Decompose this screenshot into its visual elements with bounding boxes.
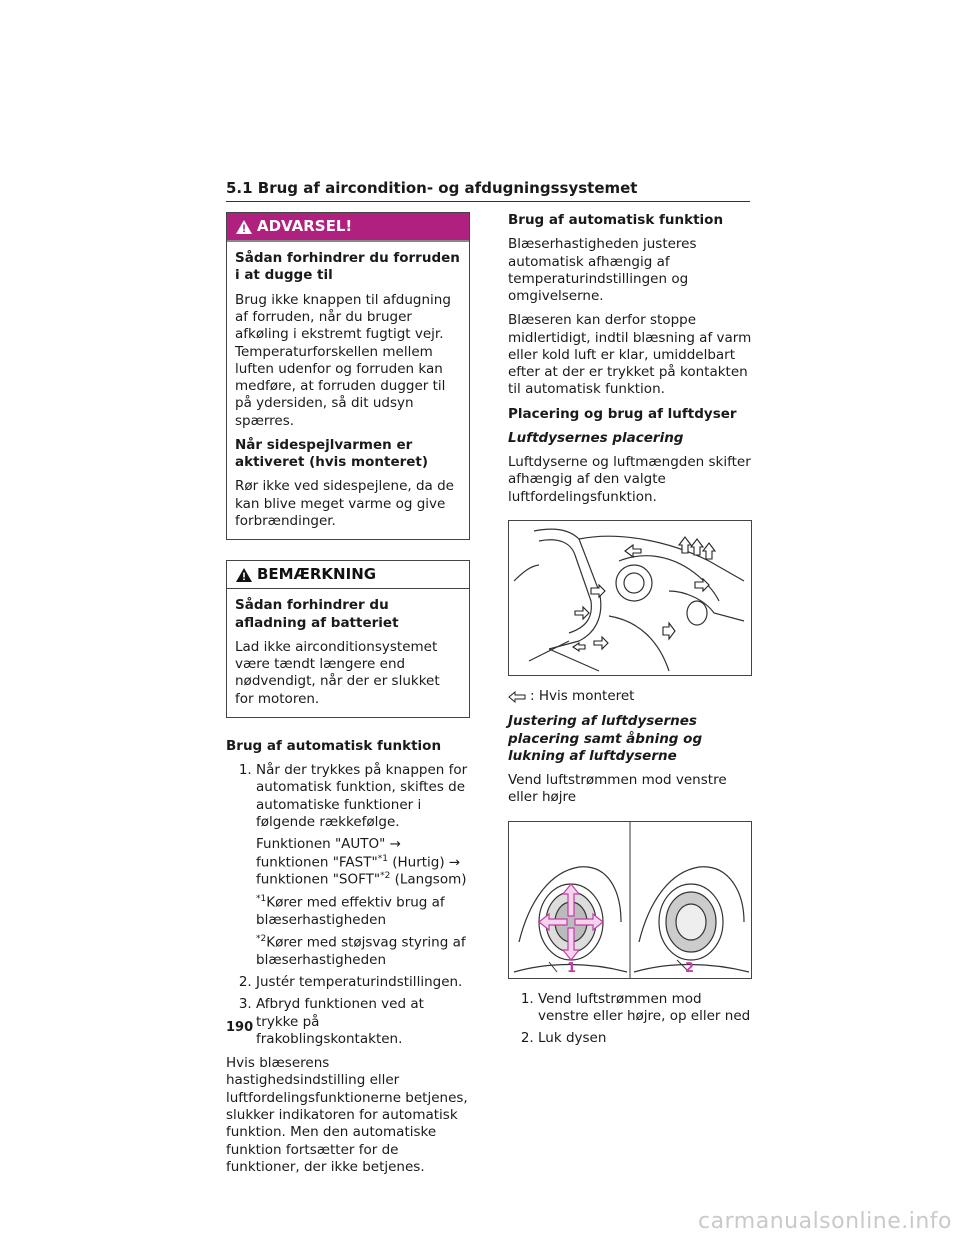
footnote-2: $^{*2}$Kører med støjsvag styring af blæserhastigheden [256,934,466,968]
section-title: 5.1 Brug af aircondition- og afdugningssystemet [226,179,750,202]
warning-text-1: Brug ikke knappen til afdugning af forruden, når du bruger afkøling i ekstremt fugtigt vejr. Temperaturforskellen mellem luften udenfor og forruden kan medføre, at forruden dugger til på ydersiden, så dit udsyn spærres. [235,291,451,429]
warning-header [227,213,469,242]
list-item: 2. Luk dysen [538,1030,752,1047]
list-item: 1. Vend luftstrømmen mod venstre eller højre, op eller ned [538,991,752,1026]
vent-location-illustration [508,520,752,676]
warning-heading-1: Sådan forhindrer du forruden i at dugge til [235,250,460,284]
caution-icon [235,567,253,583]
adjust-subheading: Justering af luftdysernes placering samt åbning og lukning af luftdyserne [508,713,703,764]
warning-title: ADVARSEL! [257,217,353,235]
list-item: 2. Justér temperaturindstillingen. [256,974,470,991]
vents-subheading: Luftdysernes placering [508,429,684,446]
vents-paragraph: Luftdyserne og luftmængden skifter afhængig af den valgte luftfordelingsfunktion. [508,454,751,505]
warning-text-2: Rør ikke ved sidespejlene, da de kan blive meget varme og give forbrændinger. [235,478,454,529]
note-header [227,561,469,589]
list-item: 3. Afbryd funktionen ved at trykke på frakoblingskontakten. [256,996,470,1048]
footnote-1: $^{*1}$Kører med effektiv brug af blæserhastigheden [256,894,445,928]
auto-function-paragraph: Hvis blæserens hastighedsindstilling eller luftfordelingsfunktionerne betjenes, slukker indikatoren for automatisk funktion. Men den automatiske funktion fortsætter for de funktioner, der ikke betjenes. [226,1055,468,1175]
figure-label-1: 1 [567,960,577,976]
adjust-steps-list [508,991,752,1048]
vent-drawing [509,822,751,978]
vent-adjust-illustration [508,821,752,979]
warning-triangle-icon [235,219,253,235]
legend-row [508,688,752,705]
note-box [226,560,470,718]
right-paragraph-1: Blæserhastigheden justeres automatisk afhængig af temperaturindstillingen og omgivelserne. [508,236,697,305]
note-title: BEMÆRKNING [257,565,377,584]
note-heading: Sådan forhindrer du afladning af batteriet [235,597,399,631]
legend-text: : Hvis monteret [530,687,635,704]
warning-heading-2: Når sidespejlvarmen er aktiveret (hvis monteret) [235,436,429,471]
note-text: Lad ikke airconditionsystemet være tændt længere end nødvendigt, når der er slukket for motoren. [235,638,440,707]
right-paragraph-2: Blæseren kan derfor stoppe midlertidigt, indtil blæsning af varm eller kold luft er klar, umiddelbart efter at der er trykket på kontakten til automatisk funktion. [508,312,752,398]
vents-heading: Placering og brug af luftdyser [508,405,737,422]
left-column [226,212,470,1183]
auto-function-heading: Brug af automatisk funktion [226,737,442,754]
list-item: 1. Når der trykkes på knappen for automatisk funktion, skiftes de automatiske funktioner i følgende rækkefølge. Funktionen "AUTO" → funktionen "FAST"$^{*1}$ (Hurtig) → funktionen "SOFT"$^{*2}$ (Langsom) $^{*1}$Kører med effektiv brug af blæserhastigheden $^{*2}$Kører med støjsvag styring af blæserhastigheden [256,762,470,969]
right-column [508,212,752,1054]
arrow-outline-icon [508,691,526,703]
auto-steps-list [226,762,470,1048]
car-interior-drawing [509,521,751,675]
page-number: 190 [226,1020,254,1035]
figure-label-2: 2 [685,960,695,976]
warning-box [226,212,470,540]
right-heading: Brug af automatisk funktion [508,212,724,228]
watermark: carmanualsonline.info [698,1208,952,1234]
function-sequence: Funktionen "AUTO" → funktionen "FAST"$^{*1}$ (Hurtig) → funktionen "SOFT"$^{*2}$ (Langsom) [256,836,467,888]
adjust-paragraph: Vend luftstrømmen mod venstre eller højre [508,772,727,806]
